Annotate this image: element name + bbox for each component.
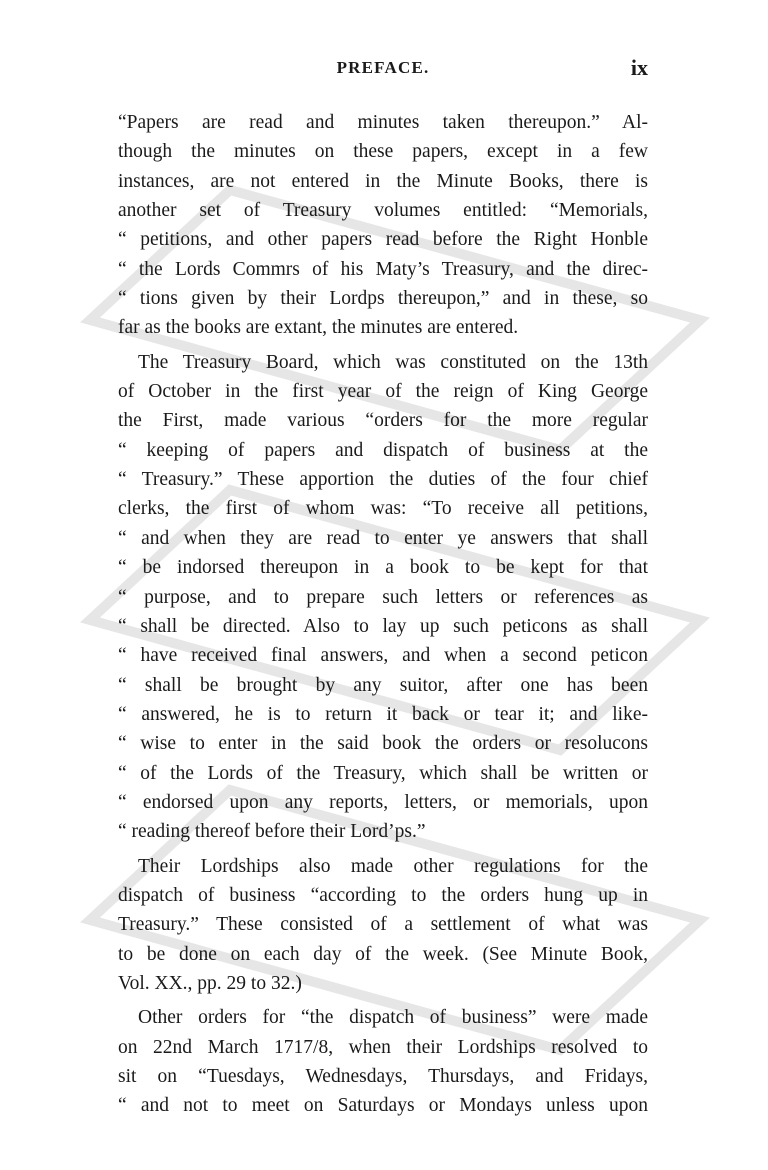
text-line: “ reading thereof before their Lord’ps.” xyxy=(118,821,426,843)
text-line: “ endorsed upon any reports, letters, or memorials, upon xyxy=(118,791,648,813)
text-line: another set of Treasury volumes entitled: “Memorials, xyxy=(118,200,648,222)
text-line: “Papers are read and minutes taken thereupon.” Al- xyxy=(118,112,648,133)
text-line: “ petitions, and other papers read before the Right Honble xyxy=(118,229,648,251)
text-line: “ and not to meet on Saturdays or Mondays unless upon xyxy=(118,1095,648,1117)
text-line: “ tions given by their Lordps thereupon,” and in these, so xyxy=(118,288,648,310)
text-line: “ and when they are read to enter ye answers that shall xyxy=(118,527,648,549)
body-text xyxy=(118,108,648,1121)
text-line: the First, made various “orders for the more regular xyxy=(118,410,648,432)
text-line: though the minutes on these papers, except in a few xyxy=(118,141,648,163)
running-title: PREFACE. xyxy=(336,58,430,77)
text-line: of October in the first year of the reign of King George xyxy=(118,381,648,403)
text-line: “ the Lords Commrs of his Maty’s Treasury, and the direc- xyxy=(118,258,648,280)
text-line: Their Lordships also made other regulations for the xyxy=(138,855,648,877)
text-line: Treasury.” These consisted of a settlement of what was xyxy=(118,914,648,936)
text-line: dispatch of business “according to the orders hung up in xyxy=(118,884,648,906)
text-line: on 22nd March 1717/8, when their Lordships resolved to xyxy=(118,1036,648,1058)
page-number: ix xyxy=(630,55,648,80)
text-line: far as the books are extant, the minutes are entered. xyxy=(118,317,519,339)
text-line: “ Treasury.” These apportion the duties of the four chief xyxy=(118,469,648,491)
text-line: “ shall be directed. Also to lay up such peticons as shall xyxy=(118,615,648,637)
text-line: instances, are not entered in the Minute Books, there is xyxy=(118,170,648,192)
text-line: “ keeping of papers and dispatch of business at the xyxy=(118,439,648,461)
text-line: Other orders for “the dispatch of business” were made xyxy=(138,1007,648,1029)
text-line: “ purpose, and to prepare such letters or references as xyxy=(118,586,648,608)
text-line: to be done on each day of the week. (See Minute Book, xyxy=(118,943,648,965)
text-line: “ have received final answers, and when a second peticon xyxy=(118,645,648,667)
text-line: “ answered, he is to return it back or tear it; and like- xyxy=(118,703,648,725)
text-line: Vol. XX., pp. 29 to 32.) xyxy=(118,972,302,994)
text-line: “ of the Lords of the Treasury, which shall be written or xyxy=(118,762,648,784)
text-line: sit on “Tuesdays, Wednesdays, Thursdays, and Fridays, xyxy=(118,1066,648,1087)
text-line: “ wise to enter in the said book the orders or resolucons xyxy=(118,733,648,755)
text-line: clerks, the first of whom was: “To receive all petitions, xyxy=(118,498,648,520)
text-line: “ be indorsed thereupon in a book to be kept for that xyxy=(118,557,648,579)
running-head xyxy=(118,55,648,88)
text-line: The Treasury Board, which was constituted on the 13th xyxy=(138,351,648,373)
text-line: “ shall be brought by any suitor, after one has been xyxy=(118,674,648,696)
